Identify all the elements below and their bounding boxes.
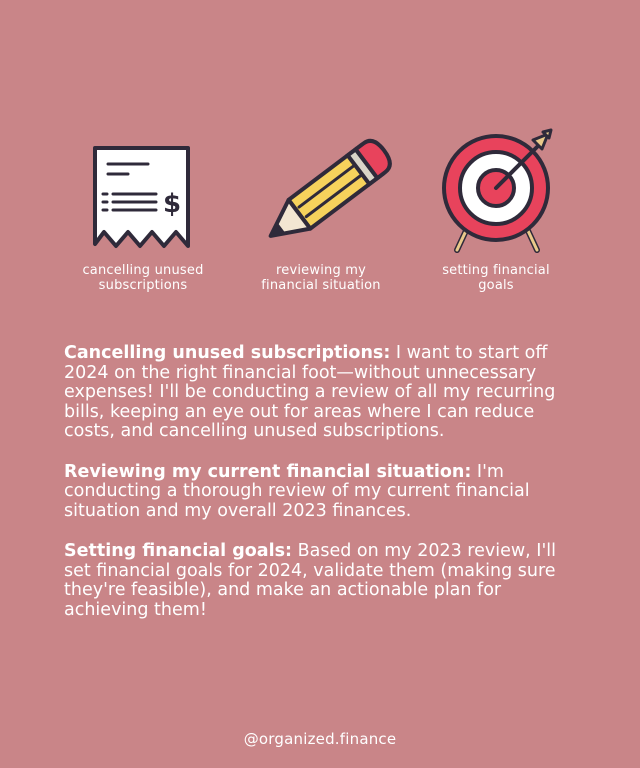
icons-row (0, 128, 640, 308)
pencil-icon (236, 128, 406, 263)
paragraph-heading: Setting financial goals: (64, 541, 293, 561)
receipt-icon (58, 128, 228, 263)
paragraph-body: Based on my 2023 review, I'll set financial goals for 2024, validate them (making sure they're feasible), and make an actionable plan for achieving them! (64, 541, 557, 620)
icon-item-subscriptions (58, 128, 228, 293)
paragraph-financial-goals (64, 542, 584, 620)
icon-caption-financial-goals: setting financial goals (442, 263, 550, 293)
paragraph-subscriptions (64, 344, 584, 442)
footer-handle: @organized.finance (243, 730, 397, 748)
icon-caption-financial-situation: reviewing my financial situation (261, 263, 381, 293)
paragraph-heading: Reviewing my current financial situation: (64, 461, 472, 482)
content-section (64, 344, 584, 641)
icon-item-financial-situation (236, 128, 406, 293)
paragraph-heading: Cancelling unused subscriptions: (64, 343, 391, 363)
paragraph-body: I'm conducting a thorough review of my current financial situation and my overall 2023 finances. (64, 461, 530, 521)
paragraph-body: I want to start off 2024 on the right financial foot—without unnecessary expenses! I'll be conducting a review of all my recurring bills, keeping an eye out for areas where I can reduce costs, and cancelling unused subscriptions. (64, 343, 556, 441)
icon-item-financial-goals (411, 128, 581, 293)
paragraph-financial-situation (64, 463, 584, 522)
target-icon (411, 128, 581, 263)
svg-text:$: $ (162, 189, 182, 219)
icon-caption-subscriptions: cancelling unused subscriptions (82, 263, 204, 293)
